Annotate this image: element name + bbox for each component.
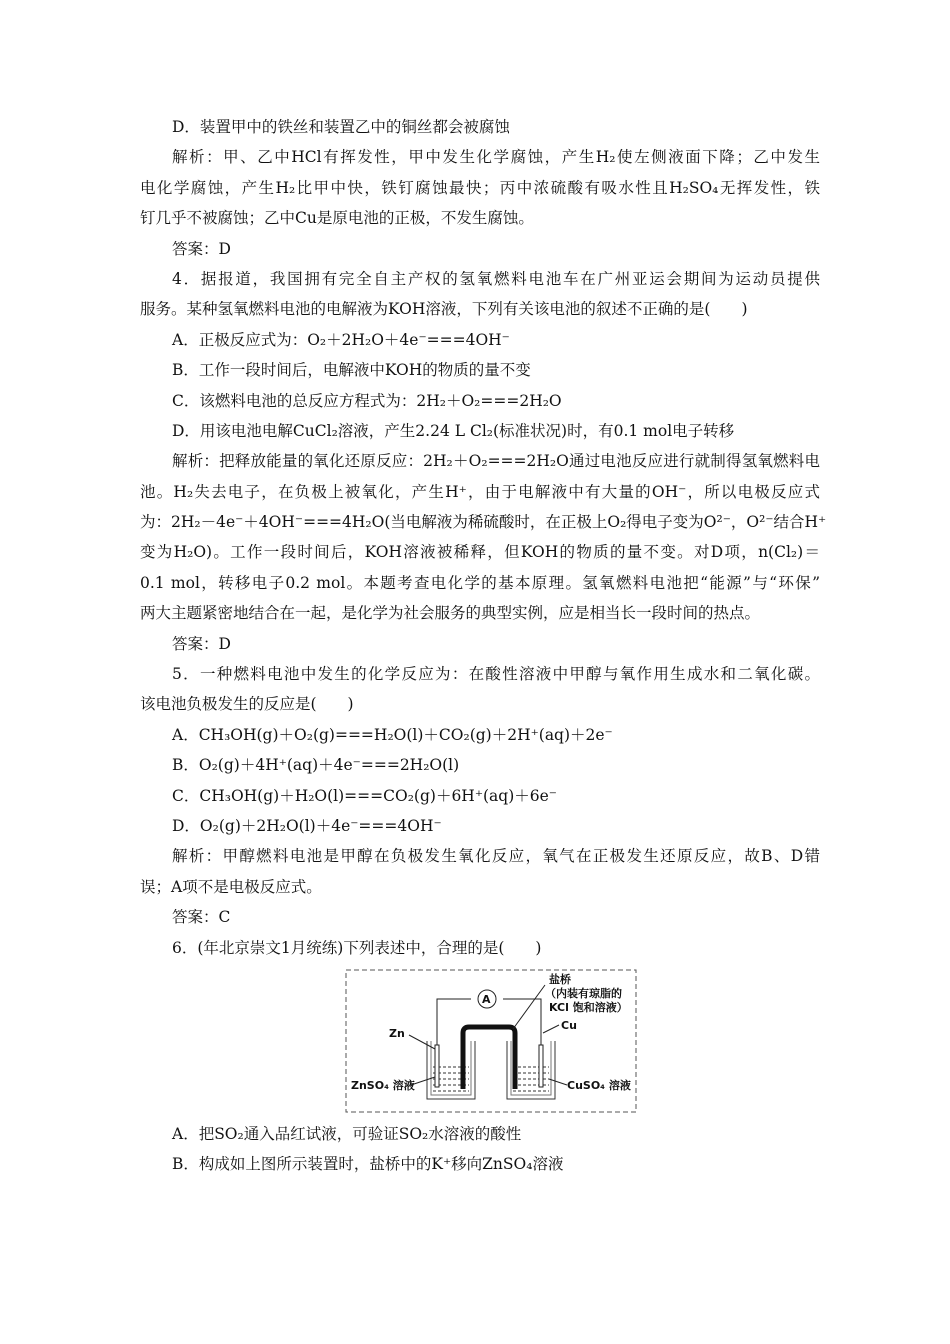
left-beaker bbox=[427, 1041, 475, 1099]
document-body bbox=[140, 112, 827, 1180]
analysis-q4-line2: 池。H₂失去电子，在负极上被氧化，产生H⁺，由于电解液中有大量的OH⁻，所以电极反应式 bbox=[140, 482, 820, 501]
cuso4-leader bbox=[549, 1079, 567, 1085]
wire-right bbox=[503, 999, 541, 1047]
salt-bridge-note-2: KCl 饱和溶液） bbox=[549, 1000, 628, 1014]
question-6-stem: 6．(年北京崇文1月统练)下列表述中，合理的是( ) bbox=[172, 938, 542, 957]
zn-electrode bbox=[435, 1045, 439, 1087]
analysis-q4-line4: 变为H₂O)。工作一段时间后，KOH溶液被稀释，但KOH的物质的量不变。对D项，n(Cl₂)＝ bbox=[140, 543, 820, 562]
right-solution-lines bbox=[513, 1067, 549, 1091]
ammeter-label: A bbox=[482, 992, 491, 1006]
cu-label: Cu bbox=[561, 1018, 577, 1032]
option-b-q4: B．工作一段时间后，电解液中KOH的物质的量不变 bbox=[172, 361, 531, 380]
cu-electrode bbox=[539, 1045, 543, 1087]
option-a-q5: A．CH₃OH(g)＋O₂(g)===H₂O(l)＋CO₂(g)＋2H⁺(aq)＋2e⁻ bbox=[172, 725, 613, 744]
analysis-q5-line1: 解析：甲醇燃料电池是甲醇在负极发生氧化反应，氧气在正极发生还原反应，故B、D错 bbox=[172, 847, 820, 866]
option-d-q4: D．用该电池电解CuCl₂溶液，产生2.24 L Cl₂(标准状况)时，有0.1 mol电子转移 bbox=[172, 421, 735, 440]
znso4-label: ZnSO₄ 溶液 bbox=[351, 1078, 415, 1092]
answer-q5: 答案：C bbox=[172, 908, 231, 927]
option-d-q5: D．O₂(g)＋2H₂O(l)＋4e⁻===4OH⁻ bbox=[172, 816, 442, 835]
wire-left bbox=[437, 999, 471, 1047]
option-a-q4: A．正极反应式为：O₂＋2H₂O＋4e⁻===4OH⁻ bbox=[172, 330, 510, 349]
analysis-q3-line3: 钉几乎不被腐蚀；乙中Cu是原电池的正极，不发生腐蚀。 bbox=[140, 209, 534, 228]
answer-q4: 答案：D bbox=[172, 634, 231, 653]
analysis-q4-line1: 解析：把释放能量的氧化还原反应：2H₂＋O₂===2H₂O通过电池反应进行就制得氢氧燃料电 bbox=[172, 452, 820, 471]
galvanic-cell-diagram bbox=[345, 969, 637, 1113]
analysis-q4-line6: 两大主题紧密地结合在一起，是化学为社会服务的典型实例，应是相当长一段时间的热点。 bbox=[140, 604, 761, 623]
analysis-q3-line1: 解析：甲、乙中HCl有挥发性，甲中发生化学腐蚀，产生H₂使左侧液面下降；乙中发生 bbox=[172, 148, 820, 167]
answer-q3: 答案：D bbox=[172, 239, 231, 258]
question-4-stem-line2: 服务。某种氢氧燃料电池的电解液为KOH溶液，下列有关该电池的叙述不正确的是( ) bbox=[140, 300, 748, 319]
bridge-leader bbox=[513, 985, 545, 1029]
cuso4-label: CuSO₄ 溶液 bbox=[567, 1078, 631, 1092]
analysis-q5-line2: 误；A项不是电极反应式。 bbox=[140, 877, 322, 896]
option-c-q4: C．该燃料电池的总反应方程式为：2H₂＋O₂===2H₂O bbox=[172, 391, 562, 410]
analysis-q4-line5: 0.1 mol，转移电子0.2 mol。本题考查电化学的基本原理。氢氧燃料电池把“能源”与“环保” bbox=[140, 573, 820, 592]
analysis-q3-line2: 电化学腐蚀，产生H₂比甲中快，铁钉腐蚀最快；丙中浓硫酸有吸水性且H₂SO₄无挥发性，铁 bbox=[140, 178, 820, 197]
option-a-q6: A．把SO₂通入品红试液，可验证SO₂水溶液的酸性 bbox=[172, 1124, 522, 1143]
question-4-stem-line1: 4．据报道，我国拥有完全自主产权的氢氧燃料电池车在广州亚运会期间为运动员提供 bbox=[172, 269, 820, 288]
salt-bridge-note-1: （内装有琼脂的 bbox=[545, 986, 622, 1000]
analysis-q4-line3: 为：2H₂－4e⁻＋4OH⁻===4H₂O(当电解液为稀硫酸时，在正极上O₂得电子变为O²⁻，O²⁻结合H⁺ bbox=[140, 513, 827, 532]
question-5-stem-line1: 5．一种燃料电池中发生的化学反应为：在酸性溶液中甲醇与氧作用生成水和二氧化碳。 bbox=[172, 665, 820, 684]
cu-leader bbox=[543, 1025, 559, 1033]
option-d-q3: D．装置甲中的铁丝和装置乙中的铜丝都会被腐蚀 bbox=[172, 118, 510, 136]
option-b-q6: B．构成如上图所示装置时，盐桥中的K⁺移向ZnSO₄溶液 bbox=[172, 1155, 564, 1174]
option-c-q5: C．CH₃OH(g)＋H₂O(l)===CO₂(g)＋6H⁺(aq)＋6e⁻ bbox=[172, 786, 557, 805]
question-5-stem-line2: 该电池负极发生的反应是( ) bbox=[140, 695, 354, 714]
zn-label: Zn bbox=[389, 1026, 405, 1040]
salt-bridge-title: 盐桥 bbox=[549, 972, 571, 986]
option-b-q5: B．O₂(g)＋4H⁺(aq)＋4e⁻===2H₂O(l) bbox=[172, 756, 460, 775]
